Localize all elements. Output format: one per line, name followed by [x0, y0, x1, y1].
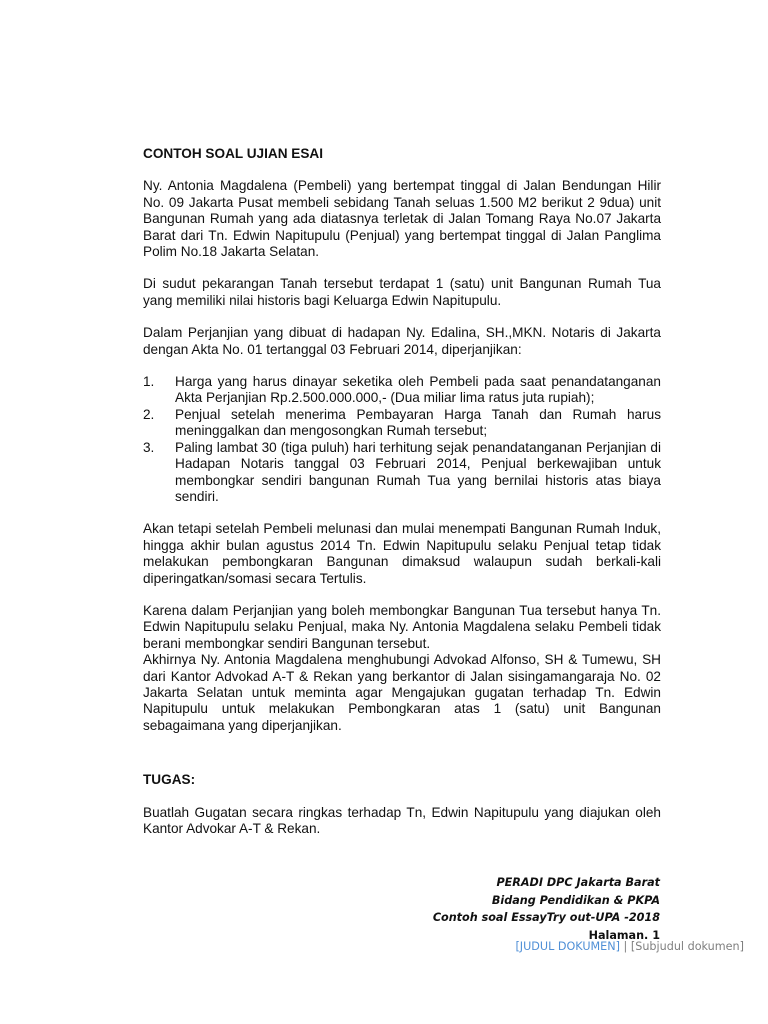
paragraph-reason: Karena dalam Perjanjian yang boleh membongkar Bangunan Tua tersebut hanya Tn. Edwin Napitupulu selaku Penjual, maka Ny. Antonia Magdalena selaku Pembeli tidak berani membongkar sendiri Bangunan tersebut. — [143, 602, 661, 651]
document-footer — [433, 874, 660, 944]
list-item-text: Harga yang harus dinayar seketika oleh Pembeli pada saat penandatanganan Akta Perjanjian Rp.2.500.000.000,- (Dua miliar lima ratus juta rupiah); — [175, 374, 661, 406]
list-item — [143, 407, 661, 440]
paragraph-purchase: Ny. Antonia Magdalena (Pembeli) yang bertempat tinggal di Jalan Bendungan Hilir No. 09 Jakarta Pusat membeli sebidang Tanah seluas 1.500 M2 berikut 2 9dua) unit Bangunan Rumah yang ada diatasnya terletak di Jalan Tomang Raya No.07 Jakarta Barat dari Tn. Edwin Napitupulu (Penjual) yang bertempat tinggal di Jalan Panglima Polim No.18 Jakarta Selatan. — [143, 178, 661, 260]
list-item-number: 2. — [143, 406, 155, 422]
header-separator: | — [619, 940, 631, 953]
task-text: Buatlah Gugatan secara ringkas terhadap Tn, Edwin Napitupulu yang diajukan oleh Kantor Advokar A-T & Rekan. — [143, 804, 661, 836]
list-item — [143, 440, 661, 506]
footer-org: PERADI DPC Jakarta Barat — [496, 876, 660, 889]
paragraph-lawyer: Akhirnya Ny. Antonia Magdalena menghubungi Advokad Alfonso, SH & Tumewu, SH dari Kantor Advokad A-T & Rekan yang berkantor di Jalan sisingamangaraja No. 02 Jakarta Selatan untuk meminta agar Mengajukan gugatan terhadap Tn. Edwin Napitupulu untuk melakukan Pembongkaran atas 1 (satu) unit Bangunan sebagaimana yang diperjanjikan. — [143, 652, 661, 733]
document-title-placeholder: [JUDUL DOKUMEN] — [515, 940, 620, 953]
paragraph-agreement: Dalam Perjanjian yang dibuat di hadapan Ny. Edalina, SH.,MKN. Notaris di Jakarta dengan Akta No. 01 tertanggal 03 Februari 2014, diperjanjikan: — [143, 325, 661, 357]
agreement-list — [143, 374, 661, 505]
page-number: Halaman. 1 — [588, 928, 660, 942]
document-title: CONTOH SOAL UJIAN ESAI — [143, 146, 324, 161]
list-item-number: 1. — [143, 374, 155, 390]
list-item — [143, 374, 661, 407]
document-subtitle-placeholder: [Subjudul dokumen] — [630, 940, 744, 953]
list-item-text: Paling lambat 30 (tiga puluh) hari terhitung sejak penandatanganan Perjanjian di Hadapan Notaris tanggal 03 Februari 2014, Penjual berkewajiban untuk membongkar sendiri bangunan Rumah Tua yang bernilai historis atas biaya sendiri. — [175, 439, 661, 504]
list-item-number: 3. — [143, 439, 155, 455]
task-heading: TUGAS: — [143, 772, 196, 788]
list-item-text: Penjual setelah menerima Pembayaran Harga Tanah dan Rumah harus meninggalkan dan mengosongkan Rumah tersebut; — [175, 406, 661, 439]
footer-doc-type: Contoh soal EssayTry out-UPA -2018 — [432, 911, 660, 925]
footer-division: Bidang Pendidikan & PKPA — [491, 893, 660, 907]
document-body — [143, 146, 661, 853]
document-header-placeholder — [515, 940, 744, 953]
paragraph-breach: Akan tetapi setelah Pembeli melunasi dan mulai menempati Bangunan Rumah Induk, hingga akhir bulan agustus 2014 Tn. Edwin Napitupulu selaku Penjual tetap tidak melakukan pembongkaran Bangunan dimaksud walaupun sudah berkali-kali diperingatkan/somasi secara Tertulis. — [143, 521, 661, 586]
paragraph-old-house: Di sudut pekarangan Tanah tersebut terdapat 1 (satu) unit Bangunan Rumah Tua yang memiliki nilai historis bagi Keluarga Edwin Napitupulu. — [143, 276, 661, 308]
